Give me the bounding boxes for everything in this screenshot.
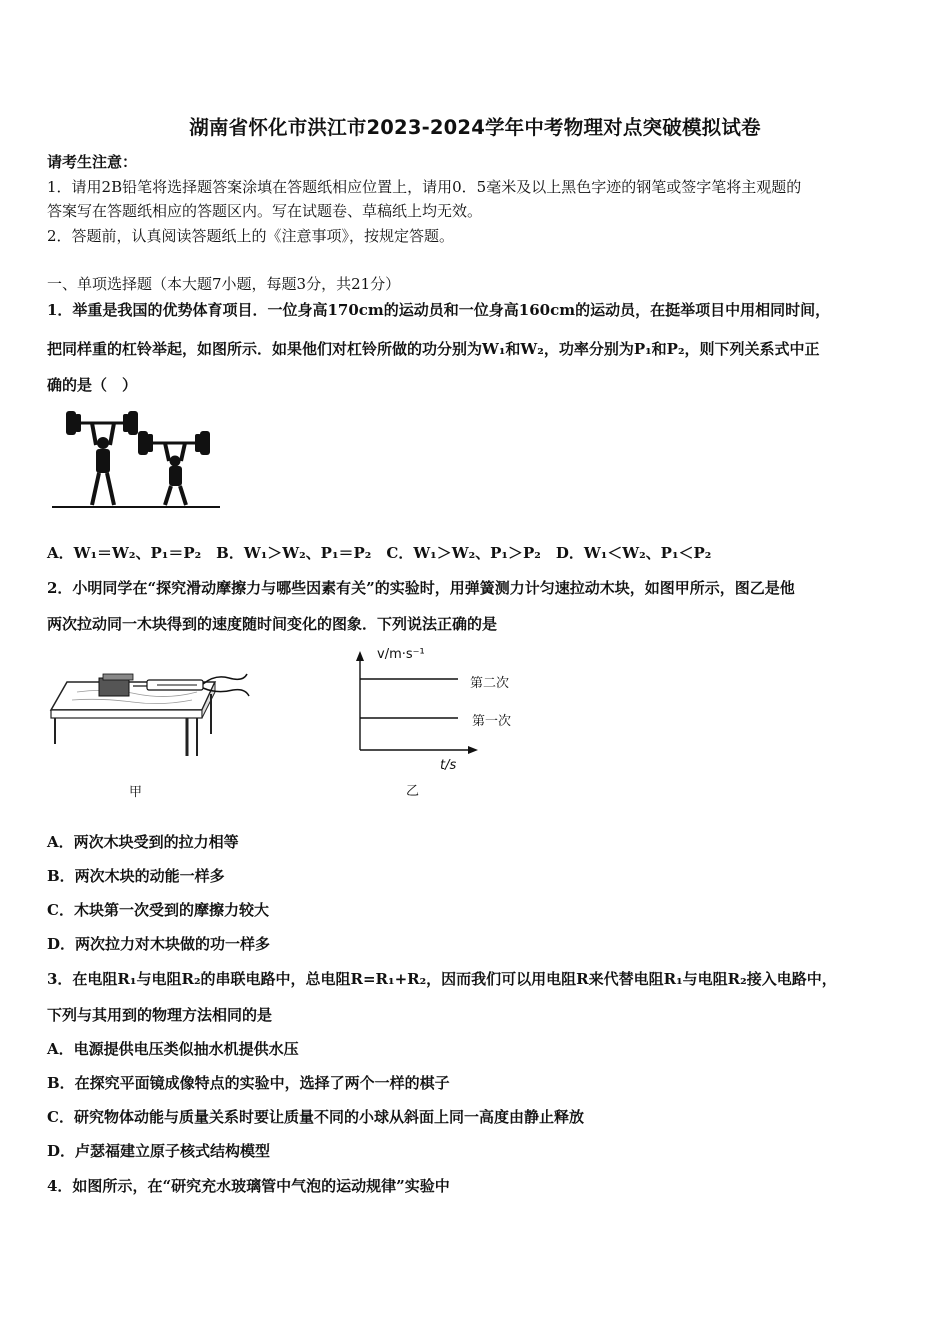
graph-y-axis-label: v/m·s⁻¹ — [377, 647, 425, 662]
q2-option-a: A．两次木块受到的拉力相等 — [47, 833, 239, 851]
q2-line-2: 两次拉动同一木块得到的速度随时间变化的图象．下列说法正确的是 — [47, 615, 498, 633]
q1-line-3: 确的是（ ） — [47, 376, 138, 394]
q3-option-b: B．在探究平面镜成像特点的实验中，选择了两个一样的棋子 — [47, 1074, 450, 1092]
notice-line-2: 答案写在答题纸相应的答题区内。写在试题卷、草稿纸上均无效。 — [47, 202, 483, 220]
weightlifters-figure — [52, 405, 227, 515]
notice-line-3: 2．答题前，认真阅读答题纸上的《注意事项》，按规定答题。 — [47, 227, 455, 245]
q3-line-1: 3．在电阻R₁与电阻R₂的串联电路中，总电阻R=R₁+R₂，因而我们可以用电阻R来代替电阻R₁与电阻R₂接入电路中， — [47, 970, 837, 988]
q2-option-b: B．两次木块的动能一样多 — [47, 867, 225, 885]
lifter-tall-icon — [66, 411, 138, 505]
graph-label-first: 第一次 — [472, 714, 512, 729]
q1-options: A．W₁＝W₂、P₁＝P₂ B．W₁＞W₂、P₁＝P₂ C．W₁＞W₂、P₁＞P₂ D．W₁＜W₂、P₁＜P₂ — [47, 544, 712, 562]
graph-x-axis-label: t/s — [440, 758, 457, 773]
q3-option-d: D．卢瑟福建立原子核式结构模型 — [47, 1142, 271, 1160]
page-title: 湖南省怀化市洪江市2023-2024学年中考物理对点突破模拟试卷 — [189, 116, 761, 139]
q2-line-1: 2．小明同学在“探究滑动摩擦力与哪些因素有关”的实验时，用弹簧测力计匀速拉动木块，如图甲所示，图乙是他 — [47, 579, 795, 597]
q1-line-1: 1．举重是我国的优势体育项目．一位身高170cm的运动员和一位身高160cm的运动员，在挺举项目中用相同时间， — [47, 301, 831, 319]
q2-option-c: C．木块第一次受到的摩擦力较大 — [47, 901, 269, 919]
notice-heading: 请考生注意： — [47, 153, 138, 171]
section-heading: 一、单项选择题（本大题7小题，每题3分，共21分） — [47, 275, 401, 293]
figure-yi-caption: 乙 — [406, 784, 420, 799]
q1-line-2: 把同样重的杠铃举起，如图所示．如果他们对杠铃所做的功分别为W₁和W₂，功率分别为P₁和P₂，则下列关系式中正 — [47, 340, 820, 358]
q3-option-c: C．研究物体动能与质量关系时要让质量不同的小球从斜面上同一高度由静止释放 — [47, 1108, 584, 1126]
figure-jia — [47, 658, 252, 763]
q3-line-2: 下列与其用到的物理方法相同的是 — [47, 1006, 273, 1024]
q4-line-1: 4．如图所示，在“研究充水玻璃管中气泡的运动规律”实验中 — [47, 1177, 450, 1195]
q3-option-a: A．电源提供电压类似抽水机提供水压 — [47, 1040, 299, 1058]
notice-line-1: 1．请用2B铅笔将选择题答案涂填在答题纸相应位置上，请用0．5毫米及以上黑色字迹的钢笔或签字笔将主观题的 — [47, 178, 802, 196]
q2-option-d: D．两次拉力对木块做的功一样多 — [47, 935, 271, 953]
figure-jia-caption: 甲 — [129, 785, 143, 800]
graph-label-second: 第二次 — [470, 676, 510, 691]
lifter-short-icon — [138, 431, 210, 505]
